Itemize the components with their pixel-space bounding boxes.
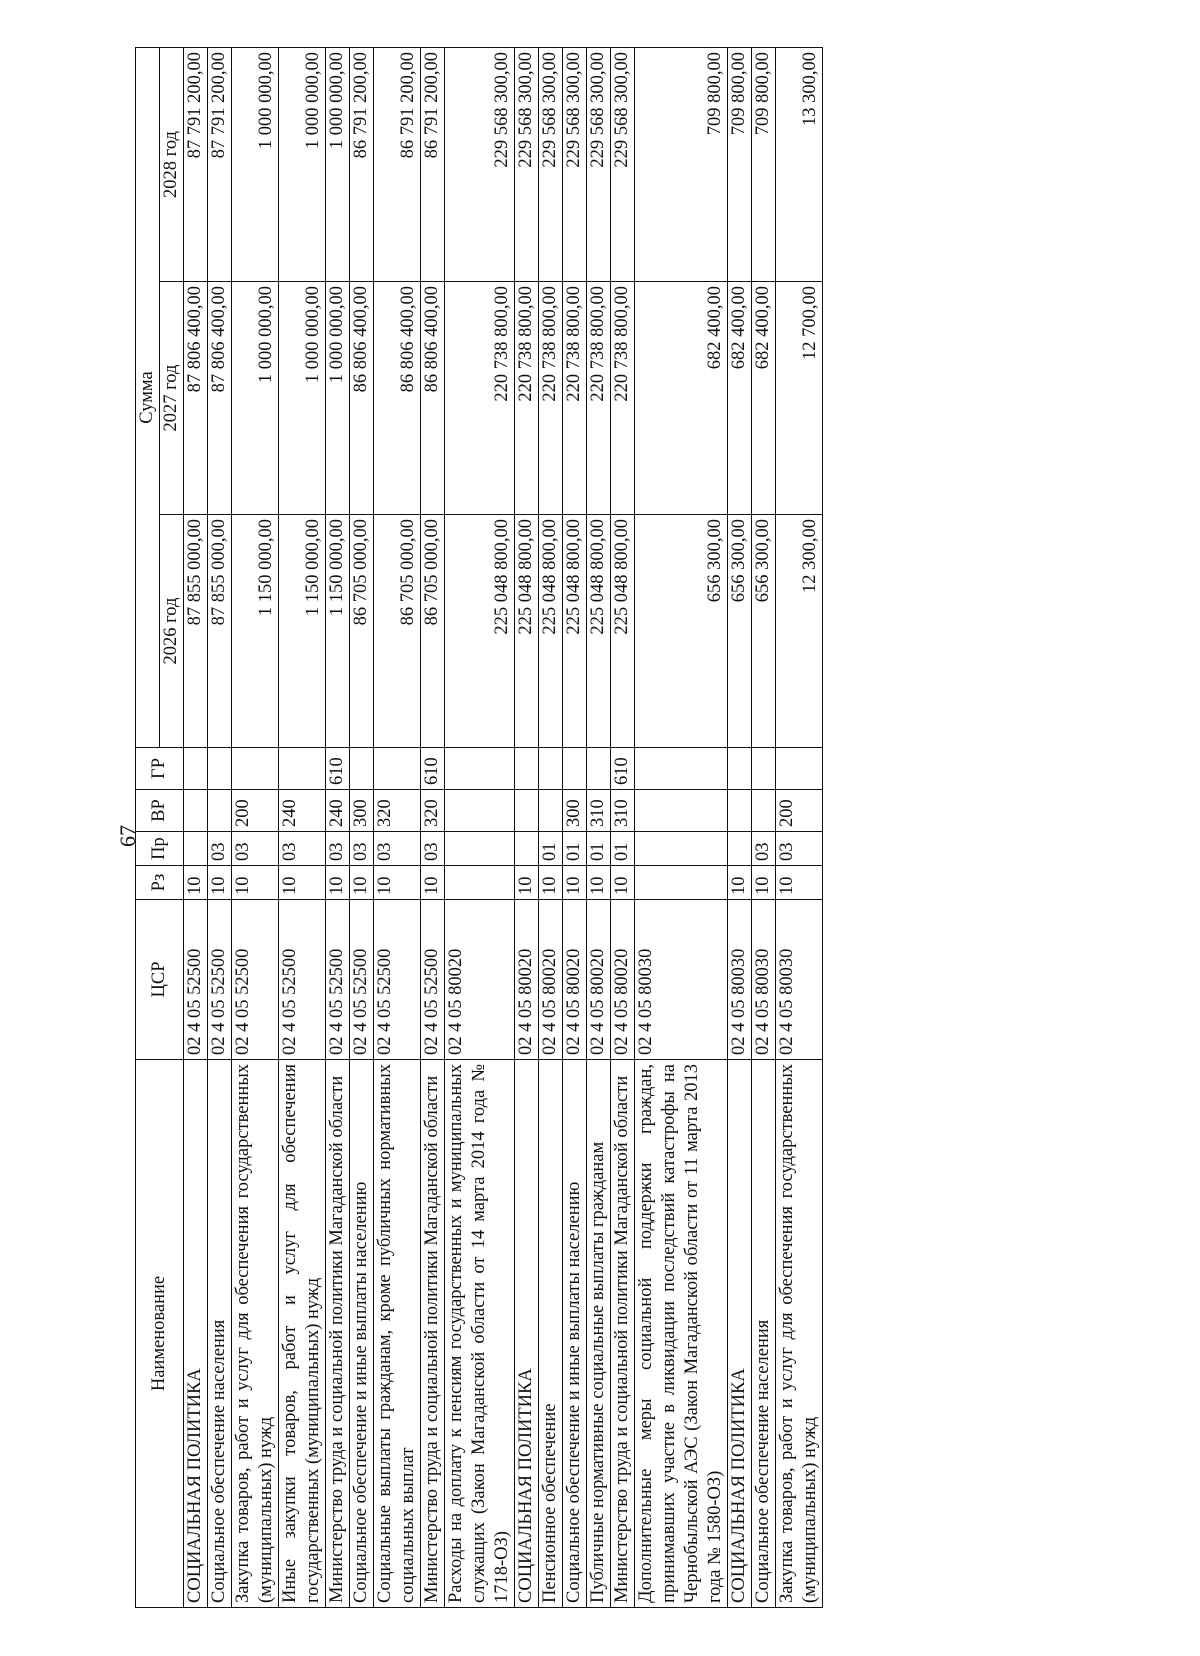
cell-vr: 320 — [374, 790, 421, 832]
header-gr: ГР — [136, 748, 184, 790]
cell-y2026: 87 855 000,00 — [208, 515, 232, 748]
cell-pr — [515, 832, 539, 866]
cell-csr: 02 4 05 80020 — [515, 900, 539, 1060]
cell-gr: 610 — [611, 748, 635, 790]
header-sum: Сумма — [136, 47, 160, 747]
table-row — [728, 47, 752, 1607]
cell-pr — [445, 832, 515, 866]
cell-y2028: 1 000 000,00 — [279, 47, 326, 281]
cell-csr: 02 4 05 52500 — [421, 900, 445, 1060]
cell-y2027: 682 400,00 — [728, 282, 752, 515]
cell-vr — [539, 790, 563, 832]
cell-pr: 03 — [752, 832, 776, 866]
cell-rz: 10 — [208, 866, 232, 900]
cell-y2026: 225 048 800,00 — [445, 515, 515, 748]
table-row — [232, 47, 279, 1607]
cell-y2027: 1 000 000,00 — [279, 282, 326, 515]
cell-y2026: 86 705 000,00 — [374, 515, 421, 748]
table-row — [279, 47, 326, 1607]
cell-gr — [587, 748, 611, 790]
cell-rz: 10 — [728, 866, 752, 900]
table-row — [752, 47, 776, 1607]
cell-y2026: 86 705 000,00 — [350, 515, 374, 748]
cell-name: Социальное обеспечение и иные выплаты населению — [563, 1060, 587, 1608]
cell-vr — [515, 790, 539, 832]
cell-y2027: 86 806 400,00 — [421, 282, 445, 515]
cell-y2027: 86 806 400,00 — [374, 282, 421, 515]
table-row — [776, 47, 823, 1607]
cell-y2028: 87 791 200,00 — [208, 47, 232, 281]
cell-pr: 03 — [326, 832, 350, 866]
header-pr: Пр — [136, 832, 184, 866]
cell-y2026: 656 300,00 — [752, 515, 776, 748]
table-row — [587, 47, 611, 1607]
header-2027: 2027 год — [160, 282, 184, 515]
cell-name: СОЦИАЛЬНАЯ ПОЛИТИКА — [728, 1060, 752, 1608]
cell-pr: 01 — [539, 832, 563, 866]
cell-csr: 02 4 05 52500 — [326, 900, 350, 1060]
cell-y2028: 709 800,00 — [752, 47, 776, 281]
cell-vr — [445, 790, 515, 832]
cell-rz — [635, 866, 728, 900]
cell-y2027: 220 738 800,00 — [563, 282, 587, 515]
cell-y2028: 229 568 300,00 — [515, 47, 539, 281]
cell-rz: 10 — [326, 866, 350, 900]
budget-table — [135, 47, 823, 1608]
cell-rz: 10 — [374, 866, 421, 900]
cell-y2028: 709 800,00 — [635, 47, 728, 281]
cell-pr: 01 — [611, 832, 635, 866]
cell-vr: 200 — [776, 790, 823, 832]
cell-gr — [374, 748, 421, 790]
cell-y2026: 86 705 000,00 — [421, 515, 445, 748]
cell-y2027: 86 806 400,00 — [350, 282, 374, 515]
page-number: 67 — [115, 825, 140, 847]
table-row — [611, 47, 635, 1607]
cell-rz — [445, 866, 515, 900]
cell-rz: 10 — [539, 866, 563, 900]
cell-gr — [563, 748, 587, 790]
cell-y2027: 1 000 000,00 — [232, 282, 279, 515]
cell-vr — [635, 790, 728, 832]
cell-vr: 300 — [350, 790, 374, 832]
cell-pr: 03 — [350, 832, 374, 866]
table-row — [445, 47, 515, 1607]
table-row — [635, 47, 728, 1607]
cell-y2028: 86 791 200,00 — [350, 47, 374, 281]
header-name: Наименование — [136, 1060, 184, 1608]
table-row — [184, 47, 208, 1607]
cell-y2027: 682 400,00 — [635, 282, 728, 515]
cell-y2026: 12 300,00 — [776, 515, 823, 748]
cell-y2026: 225 048 800,00 — [611, 515, 635, 748]
cell-rz: 10 — [776, 866, 823, 900]
cell-pr — [635, 832, 728, 866]
cell-gr — [445, 748, 515, 790]
cell-name: Пенсионное обеспечение — [539, 1060, 563, 1608]
cell-vr: 240 — [326, 790, 350, 832]
cell-pr: 01 — [563, 832, 587, 866]
cell-name: Министерство труда и социальной политики Магаданской области — [611, 1060, 635, 1608]
cell-y2026: 225 048 800,00 — [587, 515, 611, 748]
cell-y2028: 87 791 200,00 — [184, 47, 208, 281]
cell-vr: 310 — [611, 790, 635, 832]
cell-y2026: 225 048 800,00 — [539, 515, 563, 748]
cell-name: Министерство труда и социальной политики Магаданской области — [421, 1060, 445, 1608]
cell-name: Социальные выплаты гражданам, кроме публичных нормативных социальных выплат — [374, 1060, 421, 1608]
cell-gr — [752, 748, 776, 790]
cell-gr — [515, 748, 539, 790]
rotated-table-canvas — [135, 48, 1065, 1608]
cell-csr: 02 4 05 52500 — [184, 900, 208, 1060]
cell-y2028: 13 300,00 — [776, 47, 823, 281]
cell-pr: 03 — [279, 832, 326, 866]
cell-name: Министерство труда и социальной политики Магаданской области — [326, 1060, 350, 1608]
table-row — [350, 47, 374, 1607]
cell-csr: 02 4 05 52500 — [279, 900, 326, 1060]
cell-y2026: 1 150 000,00 — [232, 515, 279, 748]
cell-gr — [208, 748, 232, 790]
cell-name: Социальное обеспечение и иные выплаты населению — [350, 1060, 374, 1608]
cell-rz: 10 — [752, 866, 776, 900]
cell-gr — [539, 748, 563, 790]
cell-gr: 610 — [421, 748, 445, 790]
cell-y2028: 86 791 200,00 — [374, 47, 421, 281]
cell-pr: 03 — [776, 832, 823, 866]
cell-y2028: 709 800,00 — [728, 47, 752, 281]
cell-csr: 02 4 05 52500 — [208, 900, 232, 1060]
cell-csr: 02 4 05 52500 — [232, 900, 279, 1060]
cell-name: Закупка товаров, работ и услуг для обеспечения государственных (муниципальных) нужд — [776, 1060, 823, 1608]
cell-name: Социальное обеспечение населения — [208, 1060, 232, 1608]
cell-name: СОЦИАЛЬНАЯ ПОЛИТИКА — [515, 1060, 539, 1608]
cell-pr: 03 — [374, 832, 421, 866]
cell-name: Публичные нормативные социальные выплаты гражданам — [587, 1060, 611, 1608]
cell-csr: 02 4 05 80020 — [539, 900, 563, 1060]
cell-y2028: 1 000 000,00 — [326, 47, 350, 281]
header-2028: 2028 год — [160, 47, 184, 281]
table-body — [184, 47, 823, 1607]
cell-gr — [728, 748, 752, 790]
cell-pr: 03 — [208, 832, 232, 866]
cell-csr: 02 4 05 80030 — [728, 900, 752, 1060]
cell-y2028: 229 568 300,00 — [563, 47, 587, 281]
table-row — [208, 47, 232, 1607]
cell-y2026: 656 300,00 — [635, 515, 728, 748]
cell-rz: 10 — [350, 866, 374, 900]
cell-gr — [279, 748, 326, 790]
cell-pr: 01 — [587, 832, 611, 866]
cell-vr — [728, 790, 752, 832]
table-row — [563, 47, 587, 1607]
cell-csr: 02 4 05 80020 — [563, 900, 587, 1060]
cell-y2026: 1 150 000,00 — [279, 515, 326, 748]
table-row — [539, 47, 563, 1607]
cell-y2028: 229 568 300,00 — [587, 47, 611, 281]
cell-y2027: 220 738 800,00 — [611, 282, 635, 515]
cell-rz: 10 — [611, 866, 635, 900]
cell-y2028: 229 568 300,00 — [539, 47, 563, 281]
cell-rz: 10 — [421, 866, 445, 900]
cell-y2027: 12 700,00 — [776, 282, 823, 515]
cell-gr — [350, 748, 374, 790]
cell-rz: 10 — [515, 866, 539, 900]
cell-vr — [752, 790, 776, 832]
cell-gr — [184, 748, 208, 790]
cell-y2026: 225 048 800,00 — [563, 515, 587, 748]
cell-name: Иные закупки товаров, работ и услуг для обеспечения государственных (муниципальных) нужд — [279, 1060, 326, 1608]
cell-name: Дополнительные меры социальной поддержки граждан, принимавших участие в ликвидации последствий катастрофы на Чернобыльской АЭС (Закон Магаданской области от 11 марта 2013 года № 1580-ОЗ) — [635, 1060, 728, 1608]
cell-vr — [208, 790, 232, 832]
cell-y2027: 87 806 400,00 — [208, 282, 232, 515]
cell-gr — [776, 748, 823, 790]
cell-name: Закупка товаров, работ и услуг для обеспечения государственных (муниципальных) нужд — [232, 1060, 279, 1608]
cell-y2027: 682 400,00 — [752, 282, 776, 515]
header-2026: 2026 год — [160, 515, 184, 748]
cell-rz: 10 — [184, 866, 208, 900]
cell-y2028: 1 000 000,00 — [232, 47, 279, 281]
cell-pr — [184, 832, 208, 866]
cell-vr: 310 — [587, 790, 611, 832]
cell-gr — [232, 748, 279, 790]
cell-pr: 03 — [421, 832, 445, 866]
cell-csr: 02 4 05 80030 — [752, 900, 776, 1060]
cell-pr: 03 — [232, 832, 279, 866]
cell-csr: 02 4 05 80020 — [445, 900, 515, 1060]
cell-csr: 02 4 05 80020 — [587, 900, 611, 1060]
header-vr: ВР — [136, 790, 184, 832]
cell-csr: 02 4 05 80030 — [776, 900, 823, 1060]
cell-name: Расходы на доплату к пенсиям государственных и муниципальных служащих (Закон Магаданской области от 14 марта 2014 года № 1718-ОЗ) — [445, 1060, 515, 1608]
cell-vr: 300 — [563, 790, 587, 832]
header-csr: ЦСР — [136, 900, 184, 1060]
cell-y2027: 220 738 800,00 — [445, 282, 515, 515]
cell-csr: 02 4 05 80020 — [611, 900, 635, 1060]
table-row — [421, 47, 445, 1607]
cell-vr — [184, 790, 208, 832]
cell-rz: 10 — [563, 866, 587, 900]
cell-csr: 02 4 05 52500 — [350, 900, 374, 1060]
cell-rz: 10 — [587, 866, 611, 900]
cell-vr: 320 — [421, 790, 445, 832]
cell-rz: 10 — [232, 866, 279, 900]
cell-y2026: 1 150 000,00 — [326, 515, 350, 748]
header-rz: Рз — [136, 866, 184, 900]
cell-y2027: 220 738 800,00 — [515, 282, 539, 515]
cell-y2027: 1 000 000,00 — [326, 282, 350, 515]
cell-y2027: 220 738 800,00 — [539, 282, 563, 515]
cell-y2027: 220 738 800,00 — [587, 282, 611, 515]
table-row — [515, 47, 539, 1607]
cell-vr: 240 — [279, 790, 326, 832]
table-row — [326, 47, 350, 1607]
cell-y2026: 225 048 800,00 — [515, 515, 539, 748]
cell-y2026: 87 855 000,00 — [184, 515, 208, 748]
table-row — [374, 47, 421, 1607]
cell-rz: 10 — [279, 866, 326, 900]
cell-y2028: 229 568 300,00 — [445, 47, 515, 281]
cell-gr — [635, 748, 728, 790]
cell-gr: 610 — [326, 748, 350, 790]
cell-vr: 200 — [232, 790, 279, 832]
cell-name: Социальное обеспечение населения — [752, 1060, 776, 1608]
cell-csr: 02 4 05 80030 — [635, 900, 728, 1060]
cell-csr: 02 4 05 52500 — [374, 900, 421, 1060]
cell-y2027: 87 806 400,00 — [184, 282, 208, 515]
cell-name: СОЦИАЛЬНАЯ ПОЛИТИКА — [184, 1060, 208, 1608]
cell-pr — [728, 832, 752, 866]
cell-y2028: 229 568 300,00 — [611, 47, 635, 281]
cell-y2026: 656 300,00 — [728, 515, 752, 748]
cell-y2028: 86 791 200,00 — [421, 47, 445, 281]
